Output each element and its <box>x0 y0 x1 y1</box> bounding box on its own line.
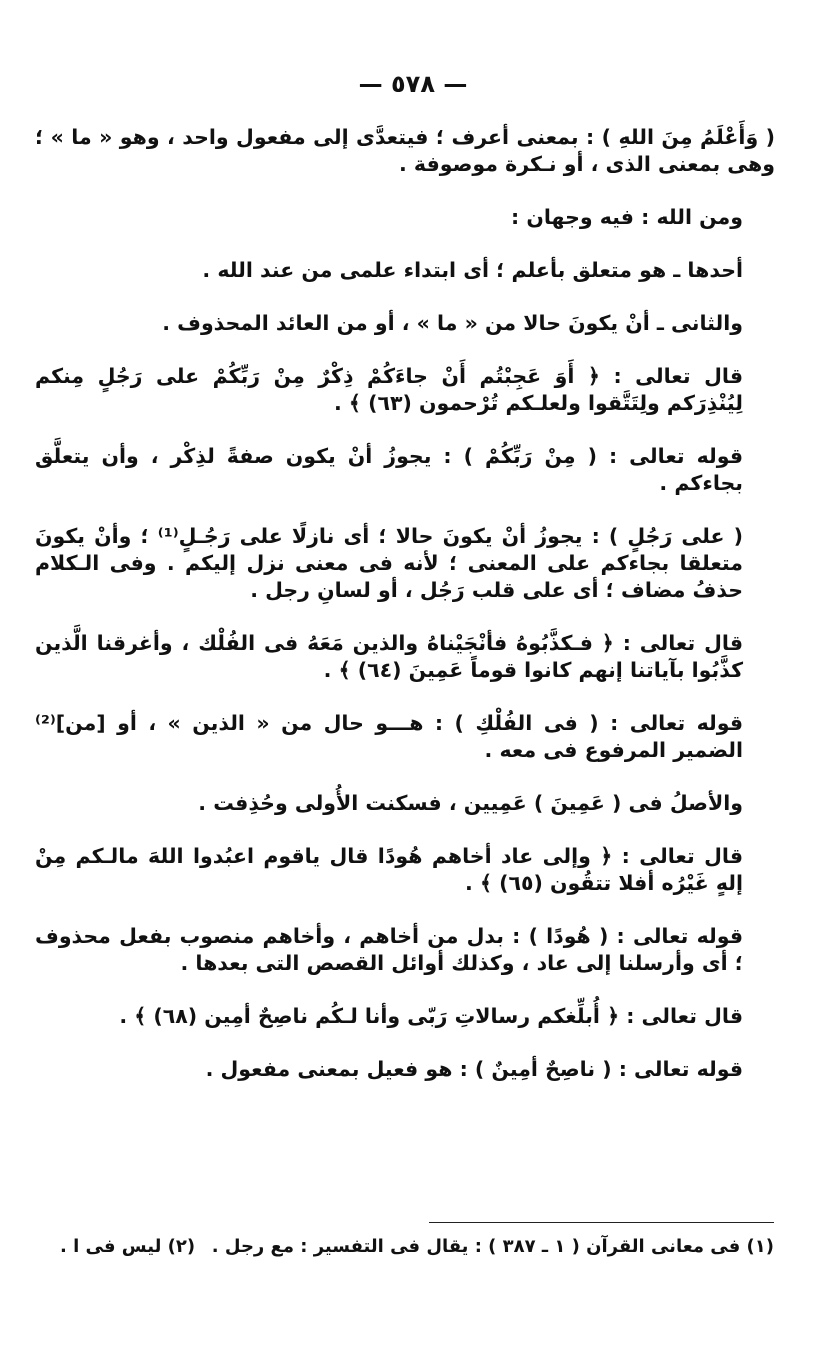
footnote-1: (١) فى معانى القرآن ( ١ ـ ٣٨٧ ) : يقال فى التفسير : مع رجل . <box>211 1236 774 1257</box>
paragraph-nasih-amin: قوله تعالى : ( ناصِحٌ أمِينٌ ) : هو فعيل بمعنى مفعول . <box>205 1057 743 1081</box>
paragraph-ala-rajul: ( على رَجُلٍ ) : يجوزُ أنْ يكونَ حالا ؛ أى نازلًا على رَجُـلٍ⁽¹⁾ ؛ وأنْ يكونَ متعلقا بجاءكم على المعنى ؛ لأنه فى معنى نزل إليكم . وفى الـكلام حذفُ مضاف ؛ أى على قلب رَجُل ، أو لسانِ رجل . <box>35 524 743 602</box>
footnote-2: (٢) ليس فى ا . <box>60 1236 196 1257</box>
paragraph-min-allah: ومن الله : فيه وجهان : <box>511 205 743 229</box>
paragraph-hudan: قوله تعالى : ( هُودًا ) : بدل من أخاهم ، وأخاهم منصوب بفعل محذوف ؛ أى وأرسلنا إلى عاد ، وكذلك أوائل القصص التى بعدها . <box>35 924 743 975</box>
verse-68: قال تعالى : ﴿ أُبلِّغكم رسالاتِ رَبّى وأنا لـكُم ناصِحٌ أمِين (٦٨) ﴾ . <box>119 1004 743 1028</box>
verse-65: قال تعالى : ﴿ وإلى عاد أخاهم هُودًا قال ياقوم اعبُدوا اللهَ مالـكم مِنْ إلهٍ غَيْرُه أفلا تتقُون (٦٥) ﴾ . <box>35 844 743 895</box>
paragraph-fil-fulk: قوله تعالى : ( فى الفُلْكِ ) : هـــو حال من « الذين » ، أو [من]⁽²⁾ الضمير المرفوع فى معه . <box>35 711 743 762</box>
verse-64: قال تعالى : ﴿ فـكذَّبُوهُ فأنْجَيْناهُ والذين مَعَهُ فى الفُلْك ، وأغرقنا الَّذين كذَّبُوا بآياتنا إنهم كانوا قوماً عَمِينَ (٦٤) ﴾ . <box>35 631 743 682</box>
page-body <box>35 124 775 1109</box>
paragraph-wa-alam: ( وَأَعْلَمُ مِنَ اللهِ ) : بمعنى أعرف ؛ فيتعدَّى إلى مفعول واحد ، وهو « ما » ؛ وهى بمعنى الذى ، أو نـكرة موصوفة . <box>35 125 775 176</box>
paragraph-second-aspect: والثانى ـ أنْ يكونَ حالا من « ما » ، أو من العائد المحذوف . <box>162 311 743 335</box>
footnotes <box>60 1236 774 1257</box>
footnote-divider <box>429 1222 774 1223</box>
paragraph-first-aspect: أحدها ـ هو متعلق بأعلم ؛ أى ابتداء علمى من عند الله . <box>202 258 743 282</box>
verse-63: قال تعالى : ﴿ أَوَ عَجِبْتُم أَنْ جاءَكُمْ ذِكْرٌ مِنْ رَبِّكُمْ على رَجُلٍ مِنكم لِيُنْذِرَكم ولِتَتَّقوا ولعلـكم تُرْحمون (٦٣) ﴾ . <box>35 364 743 415</box>
paragraph-amin: والأصلُ فى ( عَمِينَ ) عَمِيين ، فسكنت الأُولى وحُذِفت . <box>198 791 743 815</box>
paragraph-min-rabbikum: قوله تعالى : ( مِنْ رَبِّكُمْ ) : يجوزُ أنْ يكون صفةً لذِكْر ، وأن يتعلَّق بجاءكم . <box>35 444 743 495</box>
page-number: — ٥٧٨ — <box>358 70 468 98</box>
